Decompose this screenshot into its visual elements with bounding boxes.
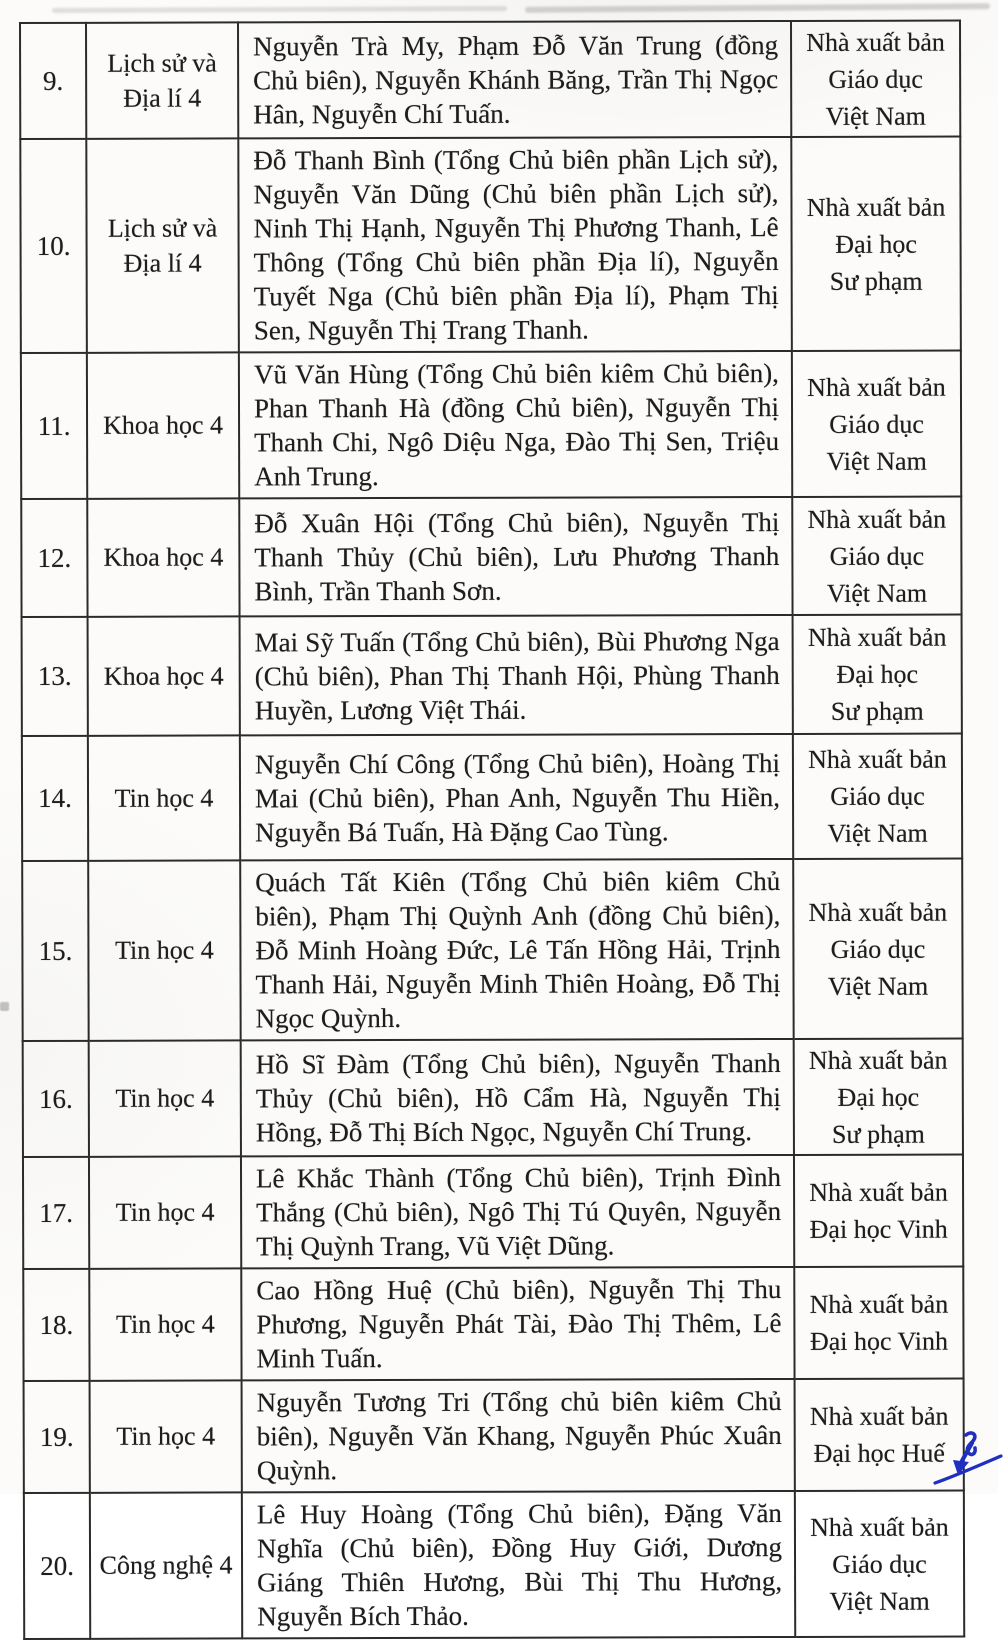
- row-number-cell: 10.: [20, 139, 87, 353]
- subject-cell: Tin học 4: [89, 1040, 241, 1156]
- row-number-cell: 17.: [23, 1157, 89, 1269]
- publisher-line: Việt Nam: [826, 578, 928, 608]
- table-row: [21, 497, 961, 617]
- publisher-cell: [791, 21, 960, 137]
- authors-cell: Vũ Văn Hùng (Tổng Chủ biên kiêm Chủ biên), Phan Thanh Hà (đồng Chủ biên), Nguyễn Thị Thanh Chi, Ngô Diệu Nga, Đào Thị Sen, Triệu Anh Trung.: [239, 351, 792, 498]
- subject-cell: Khoa học 4: [87, 352, 239, 498]
- row-number-cell: 19.: [24, 1381, 90, 1493]
- table-row: [20, 21, 960, 139]
- publisher-line: Giáo dục: [828, 64, 923, 94]
- publisher-line: Nhà xuất bản: [807, 504, 947, 534]
- subject-cell: Tin học 4: [89, 1268, 241, 1380]
- table-row: [22, 734, 962, 861]
- publisher-cell: [794, 1039, 963, 1155]
- publisher-line: Đại học: [837, 1082, 920, 1112]
- authors-cell: Nguyễn Tương Tri (Tổng chủ biên kiêm Chủ biên), Nguyễn Văn Khang, Nguyễn Phúc Xuân Quỳnh.: [242, 1379, 795, 1492]
- table-row: [23, 1039, 963, 1157]
- row-number-cell: 15.: [22, 861, 88, 1041]
- publisher-cell: [791, 137, 961, 351]
- row-number-cell: 20.: [24, 1493, 90, 1639]
- publisher-line: Nhà xuất bản: [810, 1512, 949, 1542]
- authors-cell: Nguyễn Trà My, Phạm Đỗ Văn Trung (đồng Chủ biên), Nguyễn Khánh Băng, Trần Thị Ngọc Hân, Nguyễn Chí Tuấn.: [238, 21, 791, 138]
- publisher-line: Đại học Vinh: [809, 1214, 948, 1244]
- publisher-line: Đại học: [836, 659, 919, 689]
- table-row: [23, 1267, 963, 1381]
- row-number-cell: 13.: [22, 617, 88, 736]
- publisher-line: Nhà xuất bản: [809, 1177, 948, 1207]
- publisher-line: Giáo dục: [830, 934, 926, 964]
- authors-cell: Đỗ Xuân Hội (Tổng Chủ biên), Nguyễn Thị Thanh Thủy (Chủ biên), Lưu Phương Thanh Bình, Trần Thanh Sơn.: [239, 497, 792, 616]
- publisher-cell: [792, 497, 961, 615]
- publisher-line: Sư phạm: [830, 696, 924, 726]
- authors-cell: Lê Huy Hoàng (Tổng Chủ biên), Đặng Văn Nghĩa (Chủ biên), Đồng Huy Giới, Dương Giáng Thiên Hương, Bùi Thị Thu Hương, Nguyễn Bích Thảo.: [242, 1491, 795, 1638]
- scan-artifact: [0, 1002, 9, 1011]
- authors-cell: Quách Tất Kiên (Tổng Chủ biên kiêm Chủ biên), Phạm Thị Quỳnh Anh (đồng Chủ biên), Đỗ Minh Hoàng Đức, Lê Tấn Hồng Hải, Trịnh Thanh Hải, Nguyễn Minh Thiên Hoàng, Đỗ Thị Ngọc Quỳnh.: [240, 859, 793, 1040]
- subject-cell: Công nghệ 4: [90, 1492, 242, 1638]
- publisher-line: Nhà xuất bản: [808, 744, 947, 774]
- table-row: [22, 859, 962, 1041]
- publisher-line: Việt Nam: [825, 101, 926, 131]
- publisher-cell: [795, 1491, 964, 1637]
- row-number-cell: 18.: [23, 1269, 89, 1381]
- subject-cell: Lịch sử và Địa lí 4: [86, 22, 238, 138]
- table-row: [20, 137, 961, 353]
- authors-cell: Nguyễn Chí Công (Tổng Chủ biên), Hoàng Thị Mai (Chủ biên), Phan Anh, Nguyễn Thu Hiền, Nguyễn Bá Tuấn, Hà Đặng Cao Tùng.: [240, 734, 793, 860]
- publisher-cell: [794, 1267, 963, 1379]
- authors-cell: Mai Sỹ Tuấn (Tổng Chủ biên), Bùi Phương Nga (Chủ biên), Phan Thị Thanh Hội, Phùng Thanh Huyền, Lương Việt Thái.: [240, 615, 793, 735]
- authors-cell: Cao Hồng Huệ (Chủ biên), Nguyễn Thị Thu Phương, Nguyễn Phát Tài, Đào Thị Thêm, Lê Minh Tuấn.: [241, 1267, 794, 1380]
- authors-cell: Đỗ Thanh Bình (Tổng Chủ biên phần Lịch sử), Nguyễn Văn Dũng (Chủ biên phần Lịch sử), Ninh Thị Hạnh, Nguyễn Thị Phương Thanh, Lê Thông (Tổng Chủ biên phần Địa lí), Nguyễn Tuyết Nga (Chủ biên phần Địa lí), Phạm Thị Sen, Nguyễn Thị Trang Thanh.: [238, 137, 792, 352]
- table-row: [21, 351, 961, 499]
- publisher-line: Giáo dục: [829, 409, 924, 439]
- subject-cell: Lịch sử và Địa lí 4: [86, 138, 239, 352]
- scan-artifact: [52, 6, 507, 13]
- publisher-line: Giáo dục: [832, 1549, 927, 1579]
- publisher-cell: [793, 615, 962, 734]
- publisher-cell: [792, 351, 961, 497]
- publisher-line: Nhà xuất bản: [807, 622, 947, 652]
- textbook-table: [19, 20, 965, 1640]
- publisher-line: Nhà xuất bản: [809, 1289, 949, 1319]
- publisher-line: Đại học Huế: [813, 1438, 945, 1468]
- publisher-line: Đại học Vinh: [809, 1326, 949, 1356]
- scan-artifact: [525, 3, 990, 13]
- subject-cell: Khoa học 4: [88, 616, 240, 735]
- publisher-line: Nhà xuất bản: [807, 372, 946, 402]
- row-number-cell: 16.: [23, 1041, 89, 1157]
- subject-cell: Tin học 4: [89, 1156, 241, 1268]
- publisher-line: Giáo dục: [830, 781, 925, 811]
- publisher-line: Nhà xuất bản: [808, 1045, 948, 1075]
- subject-cell: Tin học 4: [88, 860, 240, 1040]
- publisher-line: Sư phạm: [831, 1119, 925, 1149]
- publisher-line: Việt Nam: [826, 446, 927, 476]
- table-row: [24, 1491, 964, 1639]
- publisher-line: Nhà xuất bản: [809, 1401, 949, 1431]
- subject-cell: Tin học 4: [88, 735, 240, 860]
- authors-cell: Lê Khắc Thành (Tổng Chủ biên), Trịnh Đình Thắng (Chủ biên), Ngô Thị Tú Quyên, Nguyễn Thị Quỳnh Trang, Vũ Việt Dũng.: [241, 1155, 794, 1268]
- publisher-cell: [793, 859, 962, 1039]
- publisher-cell: [793, 734, 962, 859]
- publisher-line: Nhà xuất bản: [806, 192, 946, 222]
- publisher-line: Nhà xuất bản: [806, 27, 945, 57]
- row-number-cell: 9.: [20, 23, 86, 139]
- publisher-line: Nhà xuất bản: [808, 897, 948, 927]
- row-number-cell: 11.: [21, 353, 87, 499]
- table-row: [23, 1155, 963, 1269]
- authors-cell: Hồ Sĩ Đàm (Tổng Chủ biên), Nguyễn Thanh Thủy (Chủ biên), Hồ Cẩm Hà, Nguyễn Thị Hồng, Đỗ Thị Bích Ngọc, Nguyễn Chí Trung.: [241, 1039, 794, 1156]
- signature-underline: [935, 1456, 1001, 1483]
- textbook-table-body: [20, 21, 964, 1639]
- publisher-line: Sư phạm: [829, 266, 923, 296]
- subject-cell: Khoa học 4: [87, 498, 239, 616]
- publisher-line: Việt Nam: [827, 971, 929, 1001]
- table-row: [22, 615, 962, 736]
- row-number-cell: 12.: [21, 499, 87, 617]
- signature-mark: [928, 1430, 1004, 1492]
- publisher-line: Đại học: [835, 229, 917, 259]
- subject-cell: Tin học 4: [90, 1380, 242, 1492]
- publisher-line: Việt Nam: [827, 818, 928, 848]
- publisher-line: Việt Nam: [829, 1586, 930, 1616]
- publisher-line: Giáo dục: [829, 541, 925, 571]
- row-number-cell: 14.: [22, 736, 88, 861]
- table-row: [24, 1379, 964, 1493]
- publisher-cell: [794, 1155, 963, 1267]
